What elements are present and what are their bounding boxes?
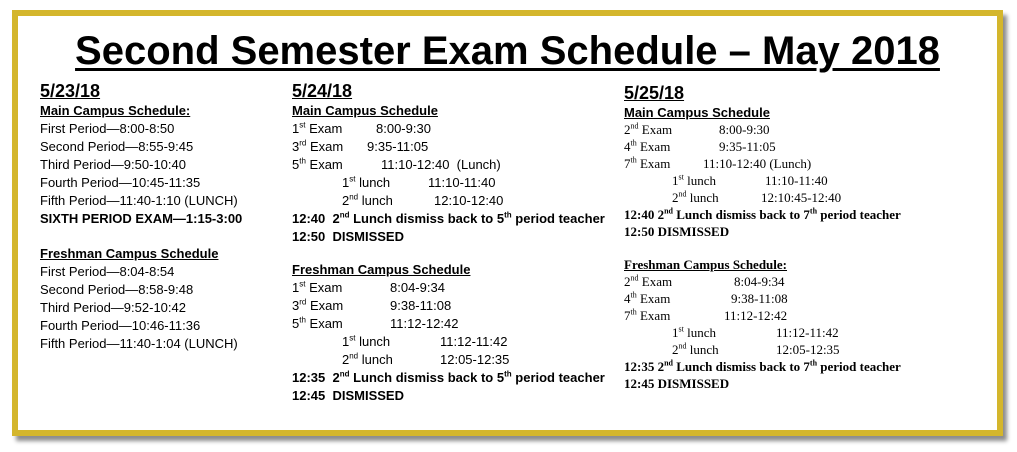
lunch-row: 2nd lunch 12:10-12:40: [342, 192, 504, 208]
dismiss-line: 12:35 2nd Lunch dismiss back to 5th period teacher: [292, 369, 605, 385]
date-heading: 5/24/18: [292, 81, 353, 101]
dismissed-line: 12:50 DISMISSED: [292, 229, 404, 244]
day-column-0523: [40, 80, 242, 353]
schedule-line: Second Period—8:55-9:45: [40, 139, 194, 154]
lunch-row: 2nd lunch 12:10:45-12:40: [672, 189, 842, 205]
lunch-row: 1st lunch 11:10-11:40: [672, 172, 828, 188]
lunch-row: 1st lunch 11:12-11:42: [342, 333, 508, 349]
exam-row: 3rd Exam 9:35-11:05: [292, 138, 429, 154]
lunch-row: 2nd lunch 12:05-12:35: [342, 351, 510, 367]
dismissed-line: 12:45 DISMISSED: [624, 376, 730, 391]
dismissed-line: 12:50 DISMISSED: [624, 224, 730, 239]
exam-row: 3rd Exam 9:38-11:08: [292, 297, 452, 313]
freshman-campus-heading: Freshman Campus Schedule:: [624, 257, 788, 272]
dismiss-line: 12:40 2nd Lunch dismiss back to 5th period teacher: [292, 210, 605, 226]
freshman-campus-heading: Freshman Campus Schedule: [40, 246, 219, 261]
freshman-campus-heading: Freshman Campus Schedule: [292, 262, 471, 277]
schedule-line: Third Period—9:52-10:42: [40, 300, 186, 315]
schedule-line: Fourth Period—10:45-11:35: [40, 175, 201, 190]
exam-row: 7th Exam 11:12-12:42: [624, 307, 788, 323]
schedule-line: Third Period—9:50-10:40: [40, 157, 186, 172]
schedule-line: Fifth Period—11:40-1:10 (LUNCH): [40, 193, 238, 208]
exam-row: 4th Exam 9:38-11:08: [624, 290, 788, 306]
date-heading: 5/23/18: [40, 81, 101, 101]
schedule-line: Second Period—8:58-9:48: [40, 282, 194, 297]
exam-row: 5th Exam 11:10-12:40 (Lunch): [292, 156, 501, 172]
lunch-row: 2nd lunch 12:05-12:35: [672, 341, 840, 357]
lunch-row: 1st lunch 11:10-11:40: [342, 174, 496, 190]
schedule-line: Fifth Period—11:40-1:04 (LUNCH): [40, 336, 238, 351]
exam-row: 7th Exam 11:10-12:40 (Lunch): [624, 155, 812, 171]
exam-row: 1st Exam 8:04-9:34: [292, 279, 445, 295]
dismiss-line: 12:40 2nd Lunch dismiss back to 7th period teacher: [624, 206, 901, 222]
exam-row: 2nd Exam 8:04-9:34: [624, 273, 785, 289]
day-column-0524: [292, 80, 605, 405]
exam-row: 2nd Exam 8:00-9:30: [624, 121, 770, 137]
exam-row: 5th Exam 11:12-12:42: [292, 315, 459, 331]
exam-row: 4th Exam 9:35-11:05: [624, 138, 776, 154]
exam-row: 1st Exam 8:00-9:30: [292, 120, 431, 136]
sixth-period-line: SIXTH PERIOD EXAM—1:15-3:00: [40, 211, 243, 226]
main-campus-heading: Main Campus Schedule: [292, 103, 438, 118]
dismissed-line: 12:45 DISMISSED: [292, 388, 404, 403]
schedule-line: First Period—8:00-8:50: [40, 121, 175, 136]
dismiss-line: 12:35 2nd Lunch dismiss back to 7th period teacher: [624, 358, 901, 374]
page-title: Second Semester Exam Schedule – May 2018: [75, 29, 940, 73]
date-heading: 5/25/18: [624, 83, 685, 103]
schedule-line: Fourth Period—10:46-11:36: [40, 318, 201, 333]
main-campus-heading: Main Campus Schedule:: [40, 103, 191, 118]
lunch-row: 1st lunch 11:12-11:42: [672, 324, 839, 340]
schedule-line: First Period—8:04-8:54: [40, 264, 175, 279]
day-column-0525: [624, 82, 901, 392]
main-campus-heading: Main Campus Schedule: [624, 105, 770, 120]
